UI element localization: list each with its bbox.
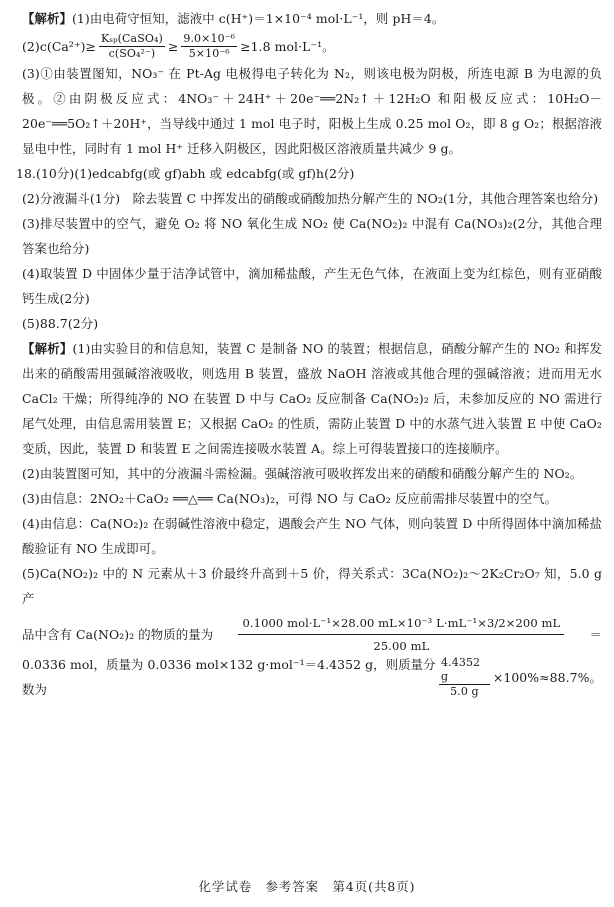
- s17-p1: 【解析】(1)由电荷守恒知，滤液中 c(H⁺)＝1×10⁻⁴ mol·L⁻¹，则 pH＝4。: [22, 11, 445, 26]
- s17-p2: (2)c(Ca²⁺)≥ $\frac{\text{Kₛₚ(CaSO₄)}}{\text{c(SO₄²⁻)}}$ ≥ $\frac{\text{9.0×10⁻⁶}}{\text{5×10⁻⁶}}$ ≥1.8 mol·L⁻¹。: [22, 31, 335, 60]
- s18-explain-5: (5)Ca(NO₂)₂ 中的 N 元素从＋3 价最终升高到＋5 价，得关系式：3Ca(NO₂)₂～2K₂Cr₂O₇ 知，5.0 g 产: [22, 566, 602, 606]
- s18-explain-1: 【解析】(1)由实验目的和信息知，装置 C 是制备 NO 的装置；根据信息，硝酸分解产生的 NO₂ 和挥发出来的硝酸需用强碱溶液吸收，则选用 B 装置，盛放 NaOH 溶液或其他合理的强碱溶液；进而用无水 CaCl₂ 干燥；所得纯净的 NO 在装置 D 中与 CaO₂ 反应制备 Ca(NO₂)₂ 后，未参加反应的 NO 需进行尾气处理，由信息需用装置 E；又根据 CaO₂ 的性质，需防止装置 D 中的水蒸气进入装置 E 中使 CaO₂ 变质，因此，装置 D 和装置 E 之间需连接吸水装置 A。综上可得装置接口的连接顺序。: [22, 341, 602, 456]
- s18-answer-1: 18.(10分)(1)edcabfg(或 gf)abh 或 edcabfg(或 gf)h(2分): [16, 166, 355, 181]
- value-fraction: $\frac{\text{9.0×10⁻⁶}}{\text{5×10⁻⁶}}$: [183, 31, 236, 60]
- jiexi-tag: 【解析】: [22, 341, 73, 356]
- s18-answer-5: (5)88.7(2分): [22, 316, 99, 331]
- s18-answer-2: (2)分液漏斗(1分) 除去装置 C 中挥发出的硝酸或硝酸加热分解产生的 NO₂(1分，其他合理答案也给分): [22, 191, 599, 206]
- s18-explain-7: 0.0336 mol，质量为 0.0336 mol×132 g·mol⁻¹＝4.4352 g，则质量分数为 $\frac{4.4352 g}{5.0 g}$ ×100%≈88.7%。: [22, 655, 602, 698]
- s18-explain-3: (3)由信息：2NO₂＋CaO₂ ══△══ Ca(NO₃)₂，可得 NO 与 CaO₂ 反应前需排尽装置中的空气。: [22, 491, 558, 506]
- s17-p3: (3)①由装置图知，NO₃⁻ 在 Pt-Ag 电极得电子转化为 N₂，则该电极为阴极，所连电源 B 为电源的负极。②由阴极反应式：4NO₃⁻＋24H⁺＋20e⁻══2N₂↑＋12H₂O 和阳极反应式：10H₂O－20e⁻══5O₂↑＋20H⁺，当导线中通过 1 mol 电子时，阳极上生成 0.25 mol O₂，即 8 g O₂；根据溶液显电中性，同时有 1 mol H⁺ 迁移入阴极区，因此阳极区溶液质量共减少 9 g。: [22, 66, 602, 156]
- s18-explain-6: 品中含有 Ca(NO₂)₂ 的物质的量为 $\frac{\text{0.1000 mol·L⁻¹×28.00 mL×10⁻³ L·mL⁻¹×3/2×200 mL}}{25.00 mL}$ ＝: [22, 611, 602, 657]
- s18-answer-4: (4)取装置 D 中固体少量于洁净试管中，滴加稀盐酸，产生无色气体，在液面上变为红棕色，则有亚硝酸钙生成(2分): [22, 266, 602, 306]
- ksp-fraction: $\frac{\text{Kₛₚ(CaSO₄)}}{\text{c(SO₄²⁻)}}$: [101, 31, 163, 60]
- s18-explain-4: (4)由信息：Ca(NO₂)₂ 在弱碱性溶液中稳定，遇酸会产生 NO 气体，则向装置 D 中所得固体中滴加稀盐酸验证有 NO 生成即可。: [22, 516, 602, 556]
- s18-explain-2: (2)由装置图可知，其中的分液漏斗需检漏。强碱溶液可吸收挥发出来的硝酸和硝酸分解产生的 NO₂。: [22, 466, 583, 481]
- moles-fraction: $\frac{\text{0.1000 mol·L⁻¹×28.00 mL×10⁻³ L·mL⁻¹×3/2×200 mL}}{25.00 mL}$: [238, 612, 564, 657]
- page-footer: 化学试卷 参考答案 第4页(共8页): [198, 879, 416, 894]
- mass-fraction: $\frac{4.4352 g}{5.0 g}$: [439, 656, 490, 699]
- s18-answer-3: (3)排尽装置中的空气，避免 O₂ 将 NO 氧化生成 NO₂ 使 Ca(NO₂)₂ 中混有 Ca(NO₃)₂(2分，其他合理答案也给分): [22, 216, 602, 256]
- jiexi-tag: 【解析】: [22, 11, 72, 26]
